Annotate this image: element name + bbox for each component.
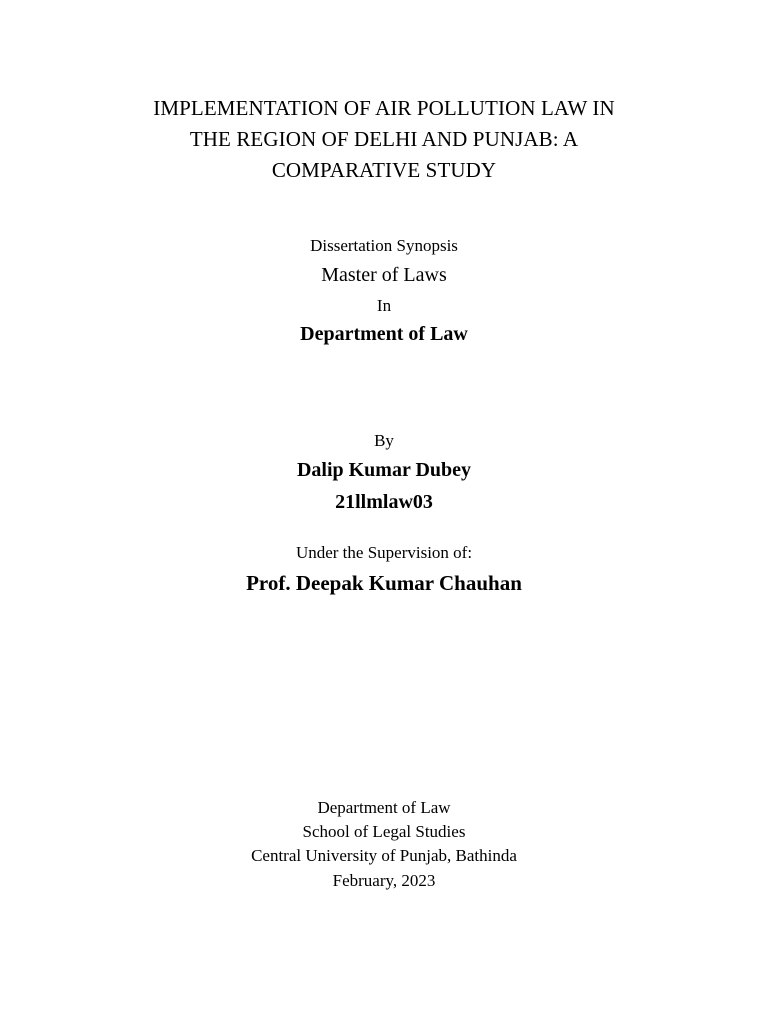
- institution-school: School of Legal Studies: [302, 822, 466, 841]
- degree-name: Master of Laws: [321, 264, 447, 286]
- title-line-3: COMPARATIVE STUDY: [271, 158, 497, 182]
- title-line-2: THE REGION OF DELHI AND PUNJAB: A: [189, 127, 579, 151]
- roll-number: 21llmlaw03: [335, 491, 433, 513]
- author-name: Dalip Kumar Dubey: [296, 459, 472, 481]
- submission-date: February, 2023: [332, 871, 436, 890]
- by-label: By: [374, 431, 394, 450]
- degree-department: Department of Law: [300, 323, 468, 345]
- supervision-label: Under the Supervision of:: [295, 543, 473, 562]
- title-line-1: IMPLEMENTATION OF AIR POLLUTION LAW IN: [153, 96, 615, 120]
- institution-department: Department of Law: [317, 798, 451, 817]
- degree-connector: In: [376, 296, 392, 315]
- institution-university: Central University of Punjab, Bathinda: [251, 846, 517, 865]
- document-type: Dissertation Synopsis: [310, 236, 458, 255]
- supervisor-name: Prof. Deepak Kumar Chauhan: [246, 571, 522, 595]
